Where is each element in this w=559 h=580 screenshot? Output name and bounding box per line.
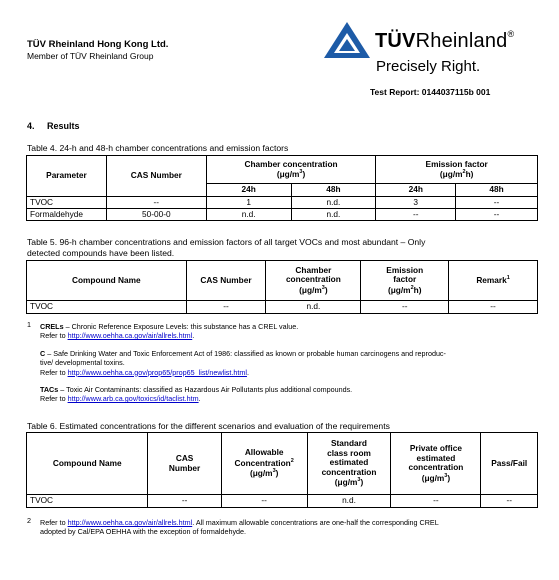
table5-header-emission-sup: 2 [410, 284, 414, 291]
table4-header-emission-line2: (μg/m [439, 168, 463, 179]
table4-header-emission-end: h) [465, 168, 474, 179]
table4-cell-e48: -- [456, 209, 538, 221]
table5-header-emission-end: h) [413, 284, 422, 295]
table4-cell-c24: 1 [206, 197, 291, 209]
table4-header-emission-line1: Emission factor [425, 158, 488, 169]
footnote-1 [40, 322, 520, 404]
footnote-2-mark: 2 [27, 516, 31, 525]
table6-header-std-l2: class room [327, 447, 371, 458]
table4-header-chamber-end: ) [302, 168, 306, 179]
table-row [27, 209, 538, 221]
table6-header-cas-l1: CAS [175, 452, 194, 463]
section-title: Results [47, 121, 80, 131]
table5-caption-line1: Table 5. 96-h chamber concentrations and emission factors of all target VOCs and most abundant – Only [27, 237, 426, 247]
prop65-text: – Safe Drinking Water and Toxic Enforcement Act of 1986: classified as known or probable human carcinogens and reproduc- [45, 348, 446, 358]
tagline: Precisely Right. [376, 58, 481, 75]
tac-term: TACs [40, 385, 59, 395]
table4-cell-e48: -- [456, 197, 538, 209]
table5 [26, 260, 538, 314]
table-row [27, 197, 538, 209]
table4-header-chamber-sup: 3 [299, 169, 303, 176]
table6-header-allow-fn: 2 [290, 457, 294, 464]
table4-header-chamber-line2: (μg/m [276, 168, 300, 179]
table4-header-48h-chamber: 48h [291, 184, 376, 197]
tuv-triangle-logo-icon [322, 20, 372, 60]
table6-header-pass-fail: Pass/Fail [481, 433, 538, 495]
table4-header-48h-emission: 48h [456, 184, 538, 197]
table6-cell-standard: n.d. [307, 495, 391, 508]
table6-header-priv-l3: concentration [408, 462, 464, 473]
crel-ref: Refer to [40, 331, 68, 341]
table6-header-priv-end: ) [447, 472, 451, 483]
table5-header-emission-l2: factor [393, 274, 417, 285]
table6-header-priv-l4: (μg/m [421, 472, 445, 483]
tac-ref: Refer to [40, 394, 68, 404]
brand-bold: TÜV [375, 30, 416, 52]
crel-link[interactable]: http://www.oehha.ca.gov/air/allrels.html [67, 331, 193, 341]
table6-header-allow-end: ) [275, 468, 279, 479]
table4-header-24h-emission: 24h [376, 184, 456, 197]
footnote-2-text: . All maximum allowable concentrations are one-half the corresponding CREL [192, 518, 439, 527]
table5-cell-emission: -- [361, 301, 449, 314]
table4-cell-e24: -- [376, 209, 456, 221]
table5-header-chamber-l2: concentration [285, 274, 341, 285]
table6-header-compound: Compound Name [27, 433, 148, 495]
tac-dot: . [198, 394, 201, 404]
table6-header-std-l1: Standard [331, 438, 367, 449]
table6-header-allow-l2: Concentration [234, 457, 291, 468]
table6-header-std-l3: estimated [329, 457, 369, 468]
table4 [26, 155, 538, 221]
table4-cell-c24: n.d. [206, 209, 291, 221]
table6-header-std-end: ) [360, 477, 364, 488]
prop65-link[interactable]: http://www.oehha.ca.gov/prop65/prop65_list/newlist.html [67, 367, 247, 377]
brand-wordmark [375, 30, 514, 53]
table5-header-chamber-l3: (μg/m [299, 284, 322, 295]
table4-cell-cas: 50-00-0 [106, 209, 206, 221]
table5-header-compound: Compound Name [27, 261, 187, 301]
table6-cell-private: -- [391, 495, 481, 508]
table6-caption: Table 6. Estimated concentrations for the different scenarios and evaluation of the requirements [27, 421, 390, 431]
table6-header-std-sup: 3 [357, 477, 361, 484]
table6-header-std-l5: (μg/m [334, 477, 358, 488]
section-number: 4. [27, 121, 35, 131]
crel-dot: . [192, 331, 195, 341]
table6-cell-pass-fail: -- [481, 495, 538, 508]
table4-header-chamber-line1: Chamber concentration [244, 158, 338, 169]
prop65-term: C [40, 348, 46, 358]
prop65-dot: . [246, 367, 249, 377]
table6 [26, 432, 538, 508]
footnote-2-text-line2: adopted by Cal/EPA OEHHA with the exception of formaldehyde. [40, 527, 247, 537]
report-number: Test Report: 0144037115b 001 [370, 87, 491, 97]
table6-cell-cas: -- [148, 495, 221, 508]
tac-link[interactable]: http://www.arb.ca.gov/toxics/id/taclist.htm [67, 394, 199, 404]
table5-cell-cas: -- [186, 301, 266, 314]
table6-header-std-l4: concentration [321, 466, 377, 477]
prop65-ref: Refer to [40, 367, 68, 377]
section-heading [27, 121, 80, 131]
table6-header-allowable [221, 433, 307, 495]
table4-header-24h-chamber: 24h [206, 184, 291, 197]
table6-cell-allowable: -- [221, 495, 307, 508]
table4-cell-c48: n.d. [291, 197, 376, 209]
table6-header-standard [307, 433, 391, 495]
prop65-text-line2: tive/ developmental toxins. [40, 358, 125, 368]
table6-header-priv-l2: estimated [416, 452, 456, 463]
table6-header-priv-l1: Private office [409, 443, 462, 454]
table5-header-cas: CAS Number [186, 261, 266, 301]
footnote-1-mark: 1 [27, 320, 31, 329]
table4-header-emission-sup: 2 [462, 169, 466, 176]
table5-cell-remark: -- [449, 301, 538, 314]
table6-header-allow-l1: Allowable [244, 447, 284, 458]
crel-term: CRELs [40, 322, 64, 331]
table5-cell-compound: TVOC [27, 301, 187, 314]
table6-header-cas-l2: Number [168, 462, 201, 473]
table4-cell-e24: 3 [376, 197, 456, 209]
table-row [27, 301, 538, 314]
table5-header-chamber-sup: 3 [321, 284, 325, 291]
table5-header-remark-sup: 1 [506, 275, 510, 282]
table6-header-priv-sup: 3 [444, 472, 448, 479]
table4-header-chamber [206, 156, 376, 184]
footnote-2-ref: Refer to [40, 518, 68, 527]
table4-header-cas: CAS Number [106, 156, 206, 197]
table4-header-parameter: Parameter [27, 156, 107, 197]
table4-cell-cas: -- [106, 197, 206, 209]
table6-header-cas [148, 433, 221, 495]
table5-cell-conc: n.d. [266, 301, 361, 314]
table5-header-remark [449, 261, 538, 301]
footnote-2 [40, 518, 520, 537]
crel-text: – Chronic Reference Exposure Levels: this substance has a CREL value. [63, 322, 299, 331]
table5-header-chamber-end: ) [324, 284, 328, 295]
table6-header-private [391, 433, 481, 495]
table5-header-chamber-l1: Chamber [295, 264, 332, 275]
table5-header-chamber [266, 261, 361, 301]
table4-cell-param: TVOC [27, 197, 107, 209]
table5-caption-line2: detected compounds have been listed. [27, 248, 175, 258]
table6-header-allow-sup: 3 [272, 468, 276, 475]
table4-header-emission [376, 156, 538, 184]
table5-header-remark-label: Remark [476, 275, 507, 286]
table5-header-emission-l1: Emission [386, 264, 424, 275]
table5-header-emission [361, 261, 449, 301]
table-row [27, 495, 538, 508]
tac-text: – Toxic Air Contaminants: classified as Hazardous Air Pollutants plus additional compounds. [58, 385, 353, 395]
table6-cell-compound: TVOC [27, 495, 148, 508]
table5-header-emission-l3: (μg/m [387, 284, 411, 295]
table6-header-allow-l3: (μg/m [249, 468, 273, 479]
table4-caption: Table 4. 24-h and 48-h chamber concentrations and emission factors [27, 143, 289, 153]
brand-light: Rheinland [415, 30, 508, 52]
company-name: TÜV Rheinland Hong Kong Ltd. [27, 39, 169, 50]
registered-mark: ® [507, 29, 515, 40]
footnote-2-link[interactable]: http://www.oehha.ca.gov/air/allrels.html [67, 518, 193, 527]
member-group: Member of TÜV Rheinland Group [27, 51, 154, 61]
table4-cell-param: Formaldehyde [27, 209, 107, 221]
table4-cell-c48: n.d. [291, 209, 376, 221]
